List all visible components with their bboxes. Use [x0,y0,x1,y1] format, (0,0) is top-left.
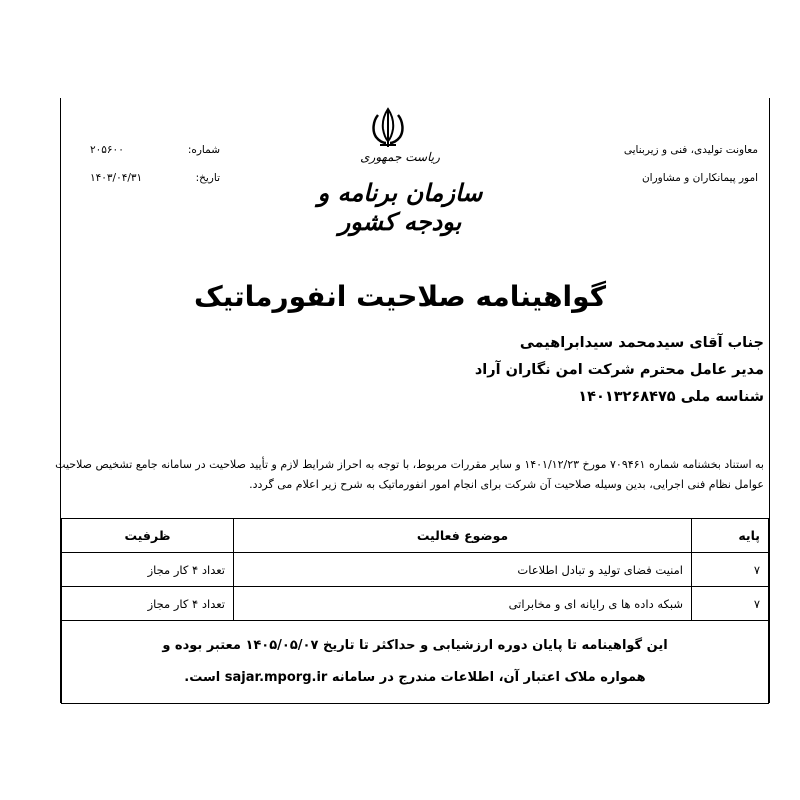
validity-line-2-text: همواره ملاک اعتبار آن، اطلاعات مندرج در سامانه [331,670,646,685]
number-value: ۲۰۵۶۰۰ [90,144,124,156]
letter-date-row [90,164,220,192]
recipient-national-id: شناسه ملی ۱۴۰۱۳۲۶۸۴۷۵ [578,389,764,405]
validity-line-1: این گواهینامه تا پایان دوره ارزشیابی و حداکثر تا تاریخ ۱۴۰۵/۰۵/۰۷ معتبر بوده و [162,638,668,653]
page-border-right [769,98,770,703]
row-capacity: تعداد ۴ کار مجاز [62,587,234,621]
validity-line-2-end: است. [184,670,221,685]
date-value: ۱۴۰۳/۰۴/۳۱ [90,172,143,184]
row-base: ۷ [692,587,769,621]
date-label: تاریخ: [195,172,220,184]
letter-number-row [90,136,220,164]
header-base: پایه [692,519,769,553]
row-capacity: تعداد ۴ کار مجاز [62,553,234,587]
validity-note [62,621,769,704]
table-row [62,587,769,621]
sajar-website-link[interactable]: sajar.mporg.ir [224,670,328,685]
org-subtitle: ریاست جمهوری [360,150,440,164]
deputy-line-1: معاونت تولیدی، فنی و زیربنایی [623,144,758,156]
national-emblem-icon [368,105,408,150]
table-header-row [62,519,769,553]
letter-meta [90,136,220,192]
deputy-header [508,136,758,192]
header-capacity: ظرفیت [62,519,234,553]
row-topic: شبکه داده ها ی رایانه ای و مخابراتی [234,587,692,621]
certificate-title: گواهینامه صلاحیت انفورماتیک [193,280,606,313]
row-base: ۷ [692,553,769,587]
table-row [62,553,769,587]
body-paragraph: به استناد بخشنامه شماره ۷۰۹۴۶۱ مورخ ۱۴۰۱/۱۲/۲۳ و سایر مقررات مربوط، با توجه به احراز شرایط لازم و تأیید صلاحیت در سامانه جامع تشخیص صلاحیت عوامل نظام فنی اجرایی، بدین وسیله صلاحیت آن شرکت برای انجام امور انفورماتیک به شرح زیر اعلام می گردد. [55,458,764,491]
number-label: شماره: [187,144,220,156]
recipient-position: مدیر عامل محترم شرکت امن نگاران آراد [474,362,764,378]
recipient-block [364,330,764,411]
org-name: سازمان برنامه و بودجه کشور [317,178,483,236]
header-topic: موضوع فعالیت [234,519,692,553]
validity-row [62,621,769,704]
row-topic: امنیت فضای تولید و تبادل اطلاعات [234,553,692,587]
deputy-line-2: امور پیمانکاران و مشاوران [641,172,758,184]
activity-table [61,518,769,704]
recipient-name: جناب آقای سیدمحمد سیدابراهیمی [519,335,764,351]
validity-line-2 [70,662,760,694]
